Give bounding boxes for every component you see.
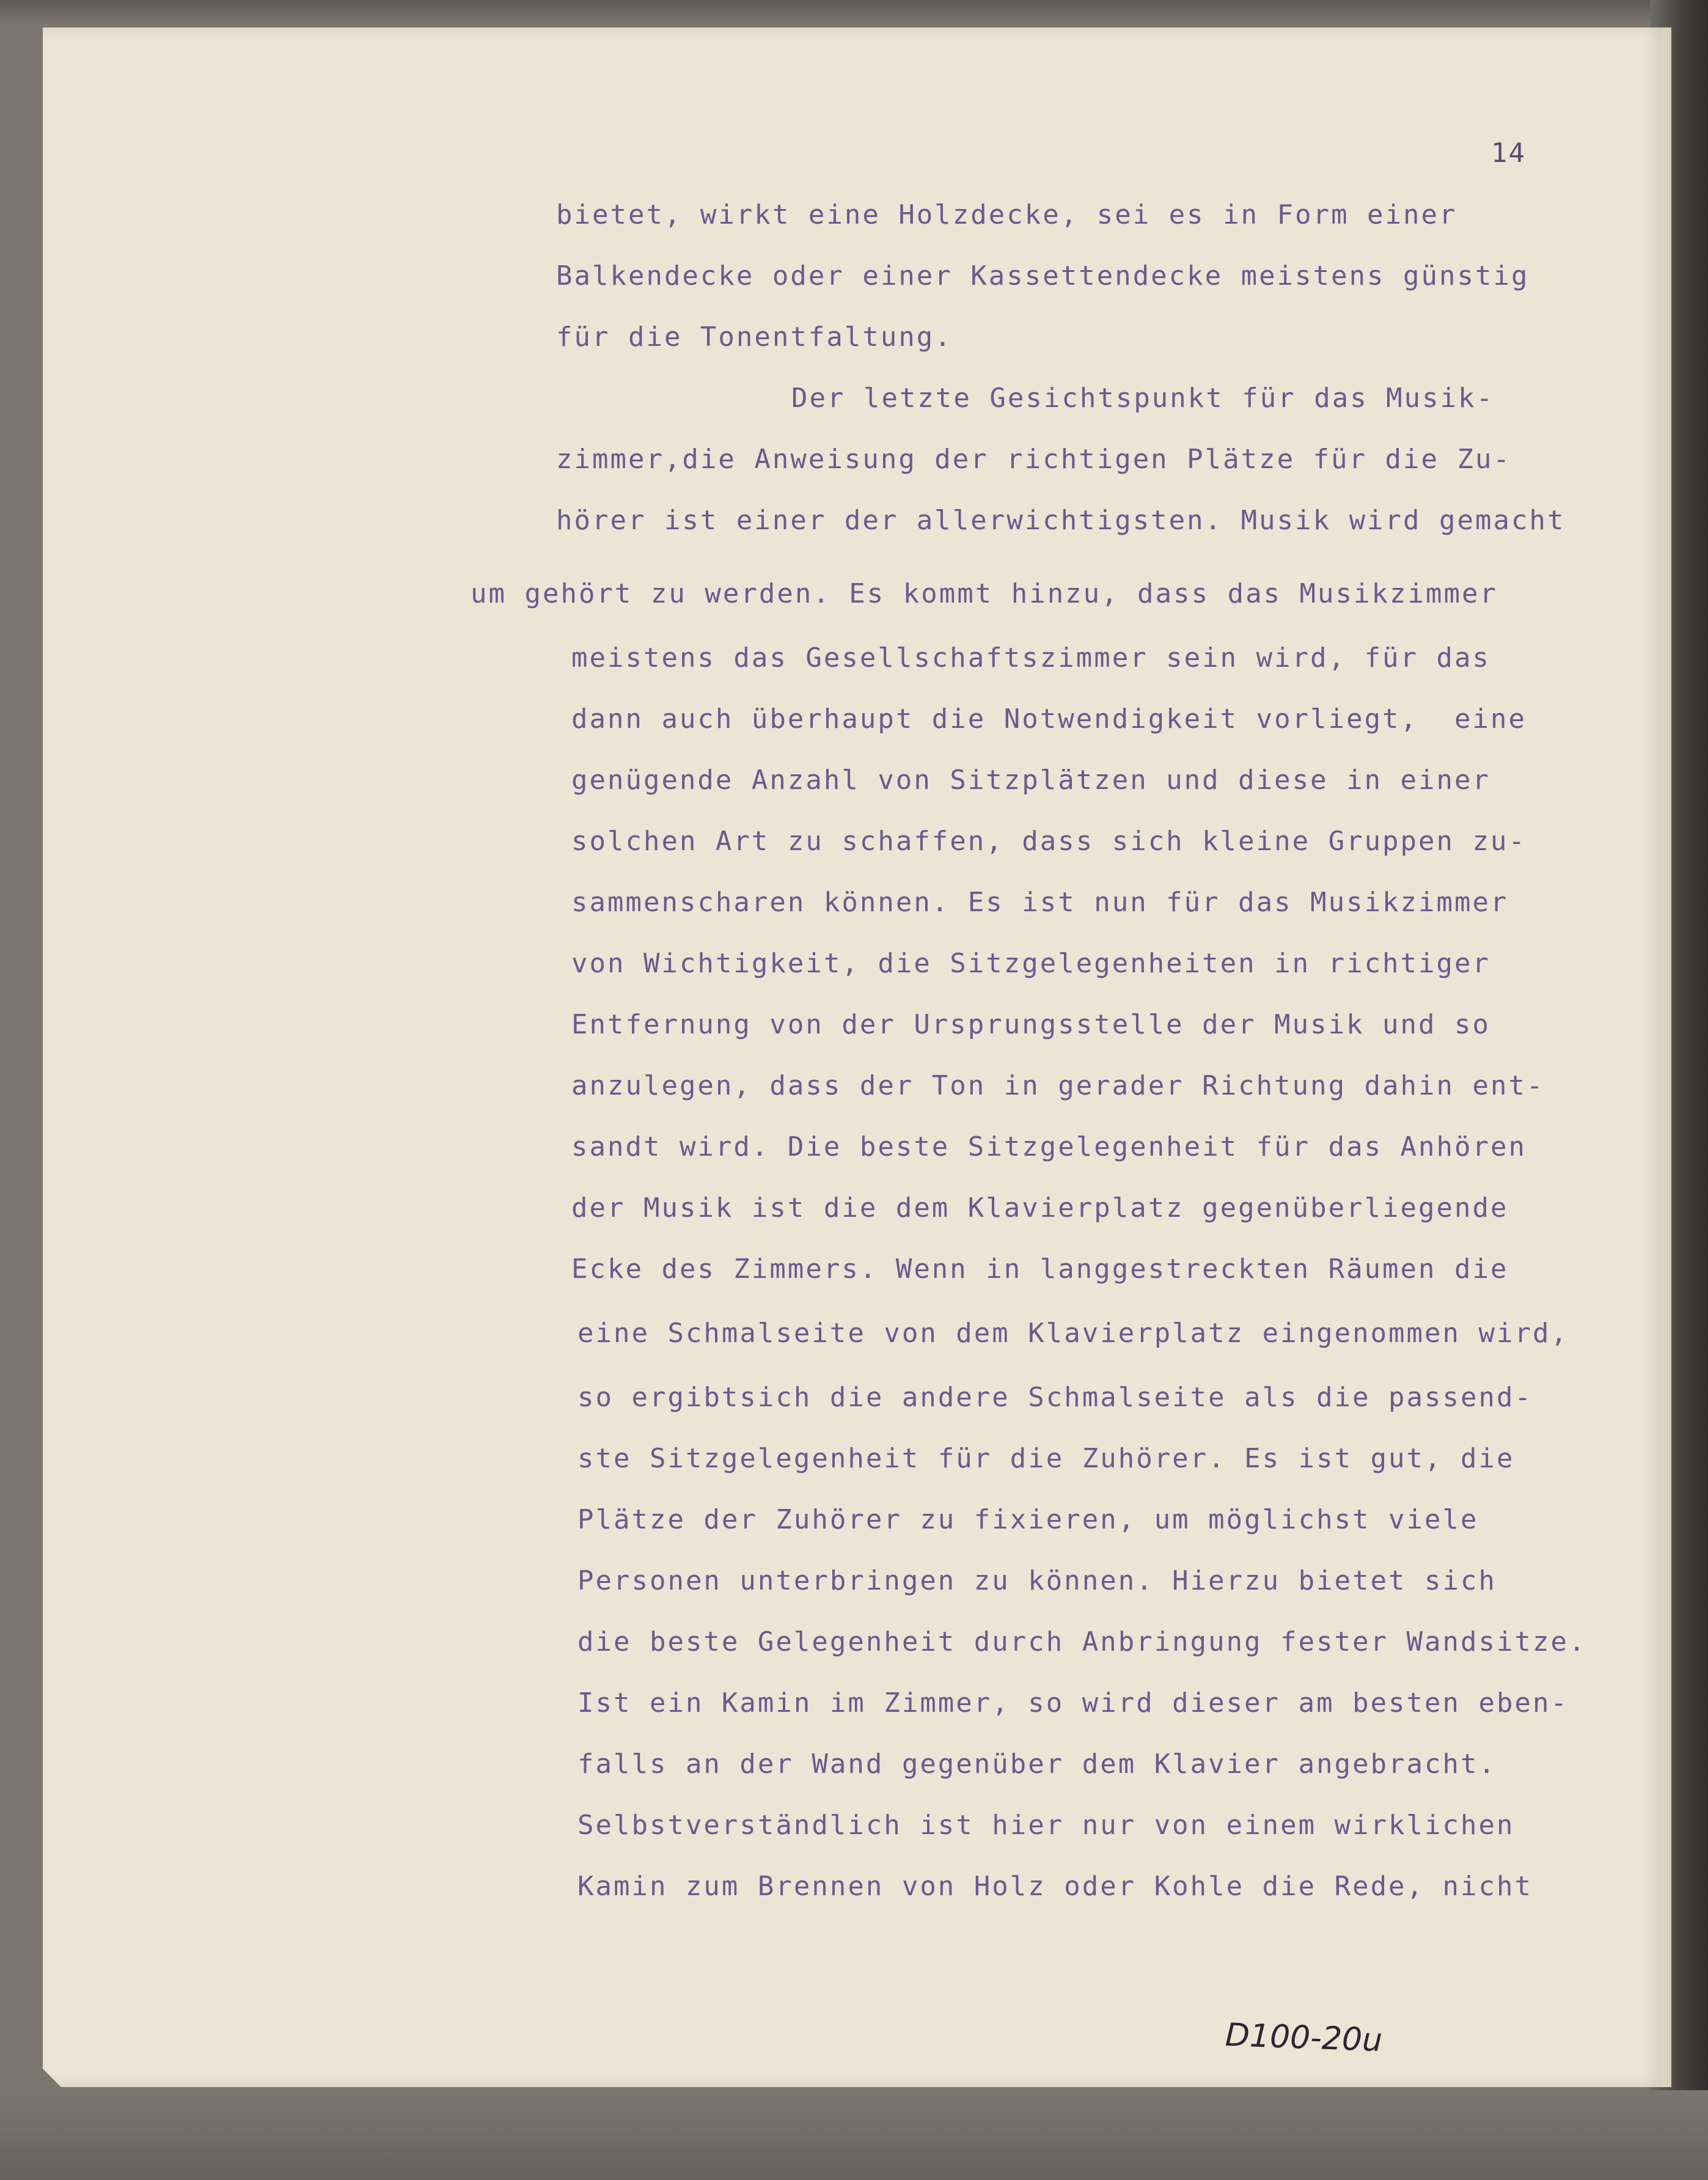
text-line: die beste Gelegenheit durch Anbringung fester Wandsitze. <box>577 1626 1587 1657</box>
text-line: für die Tonentfaltung. <box>556 321 953 353</box>
text-line: genügende Anzahl von Sitzplätzen und diese in einer <box>571 765 1491 796</box>
text-line: Entfernung von der Ursprungsstelle der Musik und so <box>571 1009 1491 1040</box>
scan-background-bottom <box>0 2090 1708 2180</box>
text-line: meistens das Gesellschaftszimmer sein wird, für das <box>571 642 1491 673</box>
page-number: 14 <box>1491 138 1526 169</box>
text-line: der Musik ist die dem Klavierplatz gegenüberliegende <box>571 1192 1509 1224</box>
text-line: Selbstverständlich ist hier nur von einem wirklichen <box>577 1810 1515 1841</box>
text-line: um gehört zu werden. Es kommt hinzu, dass das Musikzimmer <box>471 578 1498 609</box>
archive-signature-mark: D100-20u <box>1224 2017 1384 2059</box>
text-line: Kamin zum Brennen von Holz oder Kohle die Rede, nicht <box>577 1871 1533 1902</box>
text-line: Personen unterbringen zu können. Hierzu bietet sich <box>577 1565 1497 1596</box>
text-line: anzulegen, dass der Ton in gerader Richtung dahin ent- <box>571 1070 1545 1101</box>
text-line: ste Sitzgelegenheit für die Zuhörer. Es ist gut, die <box>577 1443 1515 1474</box>
text-line: Ecke des Zimmers. Wenn in langgestreckten Räumen die <box>571 1253 1509 1285</box>
text-line: dann auch überhaupt die Notwendigkeit vorliegt, eine <box>571 703 1527 735</box>
text-line: Balkendecke oder einer Kassettendecke meistens günstig <box>556 260 1530 292</box>
text-line: Ist ein Kamin im Zimmer, so wird dieser am besten eben- <box>577 1687 1569 1719</box>
text-line: sammenscharen können. Es ist nun für das Musikzimmer <box>571 887 1509 918</box>
text-line: hörer ist einer der allerwichtigsten. Musik wird gemacht <box>556 505 1566 536</box>
text-line: falls an der Wand gegenüber dem Klavier angebracht. <box>577 1749 1497 1780</box>
text-line: Der letzte Gesichtspunkt für das Musik- <box>791 383 1495 414</box>
text-line: Plätze der Zuhörer zu fixieren, um möglichst viele <box>577 1504 1479 1535</box>
text-line: solchen Art zu schaffen, dass sich kleine Gruppen zu- <box>571 826 1527 857</box>
text-line: so ergibtsich die andere Schmalseite als die passend- <box>577 1382 1533 1413</box>
text-line: zimmer,die Anweisung der richtigen Plätze für die Zu- <box>556 444 1511 475</box>
text-line: von Wichtigkeit, die Sitzgelegenheiten in richtiger <box>571 948 1491 979</box>
text-line: bietet, wirkt eine Holzdecke, sei es in Form einer <box>556 199 1457 230</box>
text-line: sandt wird. Die beste Sitzgelegenheit für das Anhören <box>571 1131 1527 1162</box>
text-line: eine Schmalseite von dem Klavierplatz eingenommen wird, <box>577 1318 1569 1349</box>
scan-background-top <box>0 0 1708 24</box>
